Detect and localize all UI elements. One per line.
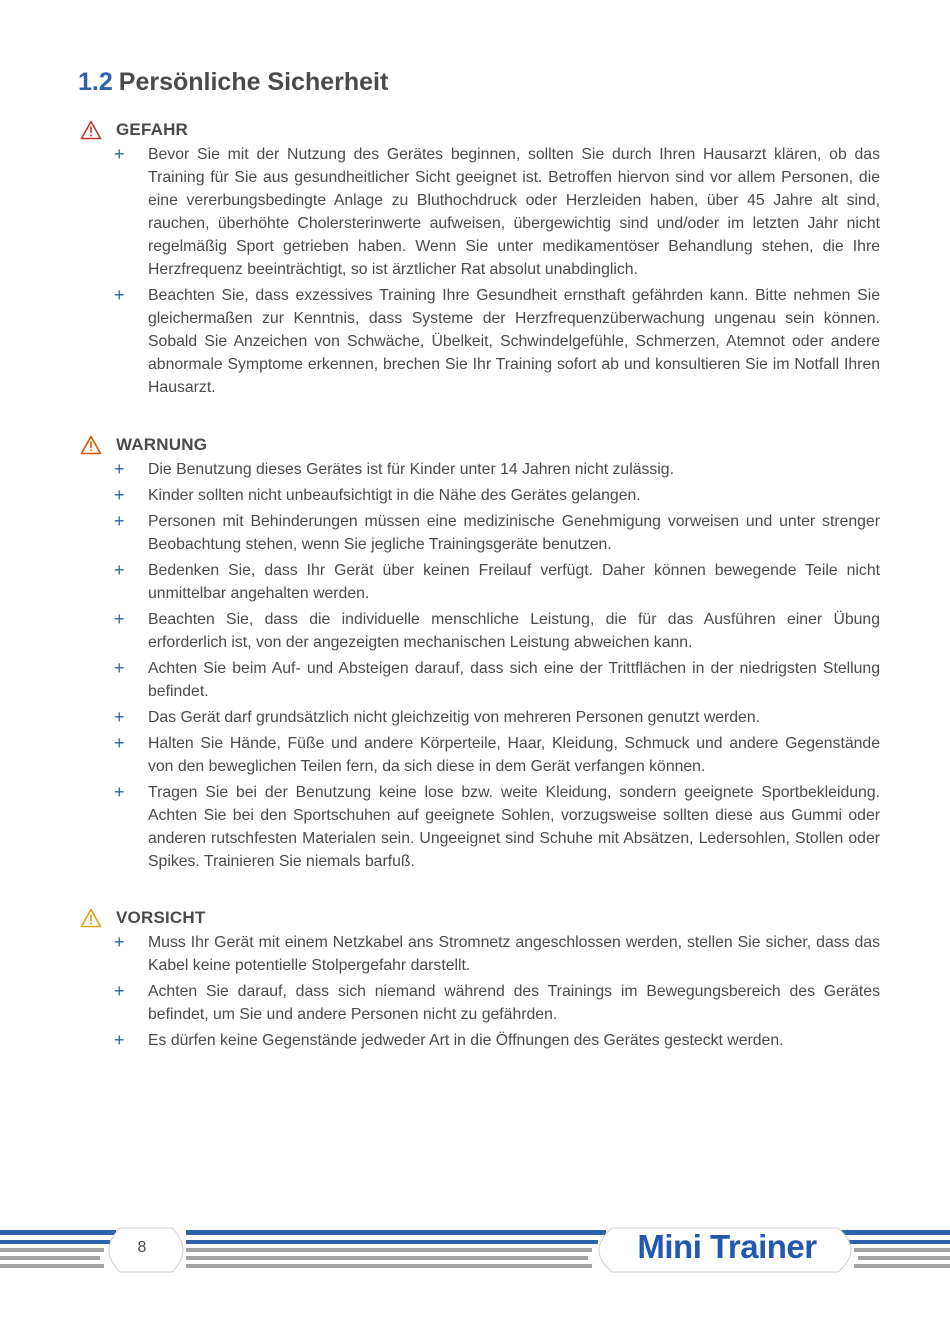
plus-bullet-icon: + [114,485,125,505]
plus-bullet-icon: + [114,511,125,531]
section-warnung [80,434,880,876]
bullet-list [80,931,880,1052]
section-gefahr [80,119,880,402]
list-item-text: Personen mit Behinderungen müssen eine medizinische Genehmigung vorweisen und unter strenger Beobachtung stehen, wenn Sie jegliche Trainingsgeräte benutzen. [148,513,880,553]
section-heading: VORSICHT [116,908,206,927]
list-item [80,931,880,977]
section-title: Persönliche Sicherheit [118,68,389,96]
list-item [80,732,880,778]
list-item-text: Achten Sie darauf, dass sich niemand während des Trainings im Bewegungsbereich des Gerätes befindet, um Sie und andere Personen nicht zu gefährden. [148,983,880,1023]
list-item [80,510,880,556]
plus-bullet-icon: + [114,658,125,678]
bullet-list [80,458,880,873]
plus-bullet-icon: + [114,1030,125,1050]
list-item-text: Das Gerät darf grundsätzlich nicht gleichzeitig von mehreren Personen genutzt werden. [148,709,761,726]
list-item-text: Bedenken Sie, dass Ihr Gerät über keinen Freilauf verfügt. Daher können bewegende Teile nicht unmittelbar angehalten werden. [148,562,880,602]
list-item [80,1029,880,1052]
plus-bullet-icon: + [114,981,125,1001]
list-item [80,484,880,507]
list-item-text: Halten Sie Hände, Füße und andere Körperteile, Haar, Kleidung, Schmuck und andere Gegenstände von den beweglichen Teilen fern, da sich diese in dem Gerät verfangen können. [148,735,880,775]
plus-bullet-icon: + [114,459,125,479]
plus-bullet-icon: + [114,707,125,727]
list-item-text: Die Benutzung dieses Gerätes ist für Kinder unter 14 Jahren nicht zulässig. [148,461,674,478]
section-header [80,907,880,929]
page-number: 8 [137,1239,147,1256]
section-vorsicht [80,907,880,1055]
warning-triangle-icon [80,908,102,928]
list-item-text: Beachten Sie, dass exzessives Training Ihre Gesundheit ernsthaft gefährden kann. Bitte nehmen Sie gleichermaßen zur Kenntnis, dass Systeme der Herzfrequenzüberwachung ungenau sein können. Sobald Sie Anzeichen von Schwäche, Übelkeit, Schwindelgefühle, Schmerzen, Atemnot oder andere abnormale Symptome erkennen, brechen Sie Ihr Training sofort ab und konsultieren Sie im Notfall Ihren Hausarzt. [148,287,880,396]
plus-bullet-icon: + [114,560,125,580]
list-item [80,980,880,1026]
list-item [80,781,880,873]
list-item-text: Beachten Sie, dass die individuelle menschliche Leistung, die für das Ausführen einer Übung erforderlich ist, von der angezeigten mechanischen Leistung abweichen kann. [148,611,880,651]
section-heading: GEFAHR [116,120,189,139]
section-header [80,434,880,456]
plus-bullet-icon: + [114,609,125,629]
plus-bullet-icon: + [114,733,125,753]
list-item-text: Tragen Sie bei der Benutzung keine lose bzw. weite Kleidung, sondern geeignete Sportbekleidung. Achten Sie bei den Sportschuhen auf geeignete Sohlen, vorzugsweise sollten diese aus Gummi oder anderen rutschfesten Materialen sein. Ungeeignet sind Schuhe mit Absätzen, Ledersohlen, Stollen oder Spikes. Trainieren Sie niemals barfuß. [148,784,880,870]
plus-bullet-icon: + [114,932,125,952]
list-item [80,559,880,605]
list-item-text: Achten Sie beim Auf- und Absteigen darauf, dass sich eine der Trittflächen in der niedrigsten Stellung befindet. [148,660,880,700]
warning-triangle-icon [80,435,102,455]
list-item-text: Es dürfen keine Gegenstände jedweder Art in die Öffnungen des Gerätes gesteckt werden. [148,1032,784,1049]
list-item [80,608,880,654]
list-item [80,657,880,703]
section-number: 1.2 [78,68,113,96]
list-item [80,143,880,281]
warning-triangle-icon [80,120,102,140]
page-title [78,68,388,97]
plus-bullet-icon: + [114,285,125,305]
list-item-text: Kinder sollten nicht unbeaufsichtigt in die Nähe des Gerätes gelangen. [148,487,641,504]
list-item-text: Muss Ihr Gerät mit einem Netzkabel ans Stromnetz angeschlossen werden, stellen Sie sicher, dass das Kabel keine potentielle Stolpergefahr darstellt. [148,934,880,974]
plus-bullet-icon: + [114,782,125,802]
plus-bullet-icon: + [114,144,125,164]
section-header [80,119,880,141]
list-item-text: Bevor Sie mit der Nutzung des Gerätes beginnen, sollten Sie durch Ihren Hausarzt klären, ob das Training für Sie aus gesundheitlicher Sicht geeignet ist. Betroffen hiervon sind vor allem Personen, die eine vererbungsbedingte Anlage zu Bluthochdruck oder Herzleiden haben, über 45 Jahre alt sind, rauchen, überhöhte Cholersterinwerte aufweisen, übergewichtig sind und/oder im letzten Jahr nicht regelmäßig Sport getrieben haben. Wenn Sie unter medikamentöser Behandlung stehen, die Ihre Herzfrequenz beeinträchtigt, so ist ärztlicher Rat absolut unabdinglich. [148,146,880,278]
section-heading: WARNUNG [116,435,208,454]
list-item [80,458,880,481]
brand-logo: Mini Trainer [637,1228,817,1265]
list-item [80,284,880,399]
bullet-list [80,143,880,399]
list-item [80,706,880,729]
